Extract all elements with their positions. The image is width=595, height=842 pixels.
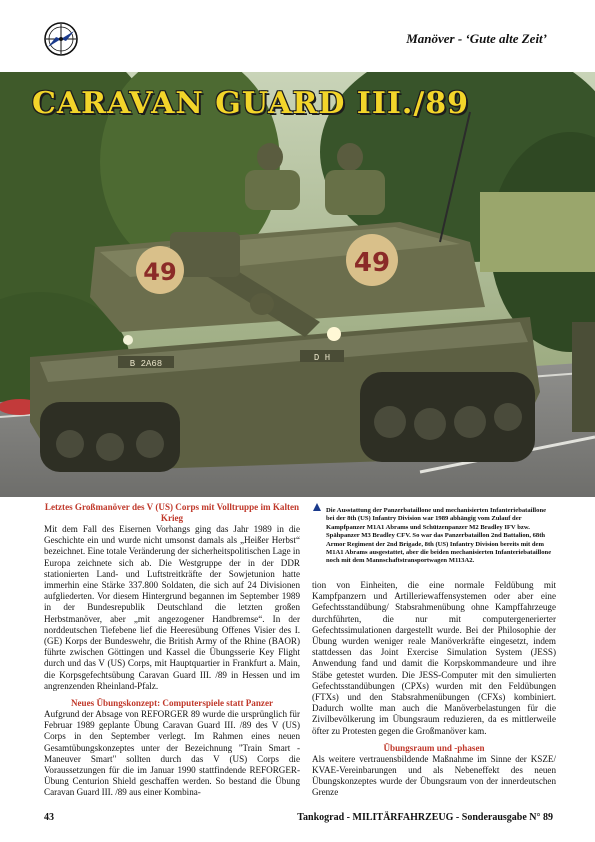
paragraph-concept: Aufgrund der Absage von REFORGER 89 wurde die ursprünglich für Februar 1989 geplante Übung Caravan Guard III. /89 des V (US) Corps in den September verlegt. Im Rahmen eines neuen Gesamtübungskonzeptes unter der Bezeichnung "Train Smart - Maneuver Smart" sollten durch das V (US) Corps die Voraussetzungen für die im Januar 1990 stattfindende REFORGER-Übung Centurion Shield geschaffen werden. So bestand die Übung Caravan Guard III. /89 aus einer Kombina- [44, 709, 300, 798]
page-header [0, 0, 595, 72]
tank-photo [0, 72, 595, 497]
tank-illustration [0, 72, 595, 497]
paragraph-continuation: tion von Einheiten, die eine normale Feldübung mit Kampfpanzern und Artilleriewaffensystemen oder aber eine Gefechtsstandübung/ Stabsrahmenübung ohne Kampffahrzeuge durchführten, die nur mit computergenerierter Gefechtssimulationen dargestellt wurde. Bei der Philosophie der Übung wurden weniger reale Manöverkräfte eingesetzt, indem stattdessen das Joint Exercise Simulation System (JESS) Anwendung fand und damit die Korpskommandeure und ihre Stäbe getestet wurden. Die JESS-Computer mit den simulierten Gefechtsstandübungen (CPXs) wurden mit den Feldübungen (FTXs) und den Stabsrahmenübungen (CFXs) kombiniert. Dadurch wollte man auch die Manöverbelastungen für die Zivilbevölkerung im Übungsraum reduzieren, da es mittlerweile öfter zu Protesten gegen die Großmanöver kam. [312, 580, 556, 736]
section-title: Manöver - ‘Gute alte Zeit’ [406, 31, 547, 46]
turret-number-right: 49 [353, 248, 391, 278]
subheading-exercise-area: Übungsraum und -phasen [383, 742, 485, 753]
plate-left: B 2A68 [129, 359, 163, 369]
subheading-cold-war-maneuver: Letztes Großmanöver des V (US) Corps mit Volltruppe im Kalten Krieg [44, 502, 300, 523]
plate-right: D H [313, 353, 331, 363]
photo-caption-text: Die Ausstattung der Panzerbataillone und mechanisierten Infanteriebataillone bei der 8th (US) Infantry Division war 1989 abhängig vom Zulauf der Kampfpanzer M1A1 Abrams und Schützenpanzer M2 Bradley IFV bzw. Spähpanzer M3 Bradley CFV. So war das Panzerbataillon 2nd Battalion, 68th Armor Regiment der 2nd Brigade, 8th (US) Infantry Division bereits mit dem M1A1 Abrams ausgestattet, aber die beiden mechanisierten Infanteriebataillone noch mit dem Mannschaftstransportwagen M113A2. [326, 507, 552, 565]
page-number: 43 [44, 812, 54, 823]
right-column [312, 580, 556, 799]
compass-logo-icon [44, 22, 78, 56]
photo-caption [314, 507, 556, 566]
paragraph-intro: Mit dem Fall des Eisernen Vorhangs ging das Jahr 1989 in die Geschichte ein und wurde nicht umsonst damals als „Heißer Herbst“ bezeichnet. Eine totale Veränderung der sicherheitspolitischen Lage in Europa zeichnete sich ab. Die Westgruppe der in der DDR stationierten Land- und Luftstreitkräfte der Sowjetunion hatte immerhin eine Stärke 337.800 Soldaten, die sich auf 24 Divisionen aufgliederten. Vor diesem Hintergrund begannen im September 1989 in der Bundesrepublik Deutschland die letzten großen Herbstmanöver, aber „mit angezogener Handbremse“. In der norddeutschen Tiefebene lief die Heeresübung Offenes Visier des I. (GE) Korps der Bundeswehr, die British Army of the Rhine (BAOR) führte zwischen Göttingen und Kassel die Übungsserie Key Flight durch und das V (US) Corps, mit Hauptquartier in Frankfurt a. Main, die Korpsgefechtsübung Caravan Guard III. /89 in Hessen und im angrenzenden Rheinland-Pfalz. [44, 524, 300, 691]
magazine-footer: Tankograd - MILITÄRFAHRZEUG - Sonderausgabe N° 89 [297, 812, 553, 823]
turret-number-left: 49 [143, 258, 177, 286]
paragraph-exercise-area: Als weitere vertrauensbildende Maßnahme im Sinne der KSZE/ KVAE-Vereinbarungen und als Nebeneffekt des neuen Übungskonzeptes wurde der Übungsraum von der innerdeutschen Grenze [312, 753, 556, 798]
subheading-new-concept: Neues Übungskonzept: Computerspiele statt Panzer [70, 698, 274, 709]
left-column [44, 502, 300, 799]
article-headline: CARAVAN GUARD III./89 [32, 86, 470, 121]
